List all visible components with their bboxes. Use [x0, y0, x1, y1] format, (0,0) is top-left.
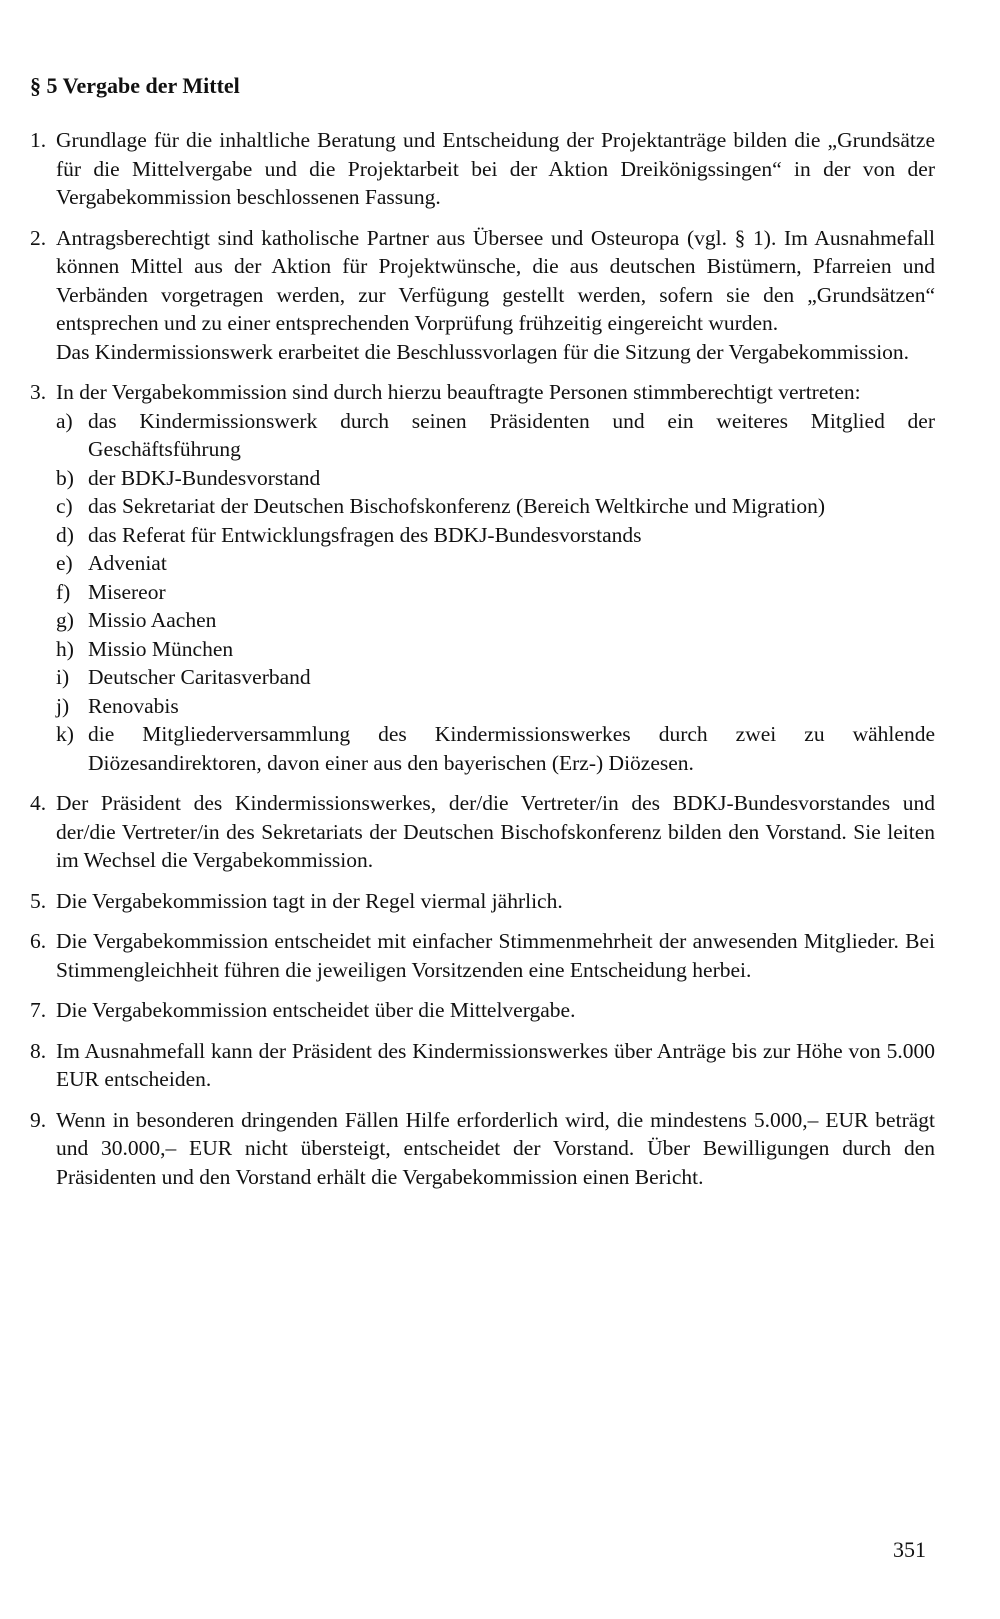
item-number: 3.	[30, 380, 47, 404]
sub-item-letter: b)	[56, 465, 74, 490]
sub-item-text: der BDKJ-Bundesvorstand	[88, 465, 321, 490]
item-paragraph: Antragsberechtigt sind katholische Partner aus Übersee und Osteuropa (vgl. § 1). Im Ausnahmefall können Mittel aus der Aktion für Projektwünsche, die aus deutschen Bistümern, Pfarreien und Verbänden vorgetragen werden, zur Verfügung gestellt werden, sofern sie den „Grundsätzen“ entsprechen und zu einer entsprechenden Vorprüfung frühzeitig eingereicht wurden.	[56, 225, 935, 335]
item-paragraph: Die Vergabekommission entscheidet über die Mittelvergabe.	[56, 998, 576, 1022]
sub-item-text: die Mitgliederversammlung des Kindermissionswerkes durch zwei zu wählende Diözesandirektoren, davon einer aus den bayerischen (Erz-) Diözesen.	[88, 722, 935, 775]
numbered-item-7	[30, 996, 935, 1025]
item-number: 6.	[30, 929, 47, 953]
numbered-item-5	[30, 887, 935, 916]
sub-item-f	[30, 578, 935, 607]
sub-item-g	[30, 606, 935, 635]
item-paragraph: Der Präsident des Kindermissionswerkes, der/die Vertreter/in des BDKJ-Bundesvorstandes und der/die Vertreter/in des Sekretariats der Deutschen Bischofskonferenz bilden den Vorstand. Sie leiten im Wechsel die Vergabekommission.	[56, 791, 935, 872]
page-number: 351	[893, 1537, 926, 1562]
sub-item-h	[30, 635, 935, 664]
sub-item-text: Missio München	[88, 636, 234, 661]
sub-item-text: Deutscher Caritasverband	[88, 665, 311, 689]
numbered-item-3	[30, 378, 935, 407]
item-paragraph: Im Ausnahmefall kann der Präsident des Kindermissionswerkes über Anträge bis zur Höhe von 5.000 EUR entscheiden.	[56, 1038, 935, 1091]
sub-item-letter: e)	[56, 551, 73, 575]
sub-item-letter: i)	[56, 665, 70, 689]
sub-item-letter: a)	[56, 408, 73, 433]
item-paragraph: Grundlage für die inhaltliche Beratung und Entscheidung der Projektanträge bilden die „Grundsätze für die Mittelvergabe und die Projektarbeit bei der Aktion Dreikönigssingen“ in der von der Vergabekommission beschlossenen Fassung.	[56, 128, 935, 209]
numbered-item-6	[30, 927, 935, 984]
sub-item-text: das Referat für Entwicklungsfragen des BDKJ-Bundesvorstands	[88, 522, 642, 547]
item-paragraph: Die Vergabekommission entscheidet mit einfacher Stimmenmehrheit der anwesenden Mitglieder. Bei Stimmengleichheit führen die jeweiligen Vorsitzenden eine Entscheidung herbei.	[56, 929, 935, 982]
item-paragraph: In der Vergabekommission sind durch hierzu beauftragte Personen stimmberechtigt vertreten:	[56, 380, 861, 404]
sub-item-d	[30, 521, 935, 550]
sub-item-b	[30, 464, 935, 493]
numbered-item-9	[30, 1106, 935, 1192]
sub-item-e	[30, 549, 935, 578]
sub-item-letter: k)	[56, 722, 74, 746]
section-heading: § 5 Vergabe der Mittel	[30, 73, 240, 98]
item-paragraph: Die Vergabekommission tagt in der Regel viermal jährlich.	[56, 888, 563, 913]
sub-item-text: das Kindermissionswerk durch seinen Präsidenten und ein weiteres Mitglied der Geschäftsführung	[88, 408, 935, 461]
sub-item-text: Renovabis	[88, 693, 179, 718]
sub-list	[30, 407, 935, 778]
sub-item-a	[30, 407, 935, 464]
item-number: 4.	[30, 791, 47, 815]
sub-item-i	[30, 663, 935, 692]
item-number: 9.	[30, 1107, 47, 1132]
item-number: 7.	[30, 998, 47, 1022]
item-number: 5.	[30, 888, 47, 913]
sub-item-letter: j)	[56, 693, 70, 718]
item-number: 2.	[30, 225, 47, 250]
item-number: 1.	[30, 128, 47, 152]
sub-item-letter: g)	[56, 608, 74, 632]
item-paragraph: Wenn in besonderen dringenden Fällen Hilfe erforderlich wird, die mindestens 5.000,– EUR beträgt und 30.000,– EUR nicht übersteigt, entscheidet der Vorstand. Über Bewilligungen durch den Präsidenten und den Vorstand erhält die Vergabekommission einen Bericht.	[56, 1107, 935, 1189]
sub-item-text: Missio Aachen	[88, 608, 217, 632]
item-paragraph: Das Kindermissionswerk erarbeitet die Beschlussvorlagen für die Sitzung der Vergabekommission.	[56, 339, 910, 364]
document-page	[30, 72, 935, 1203]
sub-item-c	[30, 492, 935, 521]
numbered-item-4	[30, 789, 935, 875]
sub-item-letter: f)	[56, 579, 71, 604]
sub-item-text: Misereor	[88, 579, 166, 604]
numbered-item-1	[30, 126, 935, 212]
sub-item-text: Adveniat	[88, 551, 167, 575]
numbered-item-2	[30, 224, 935, 367]
sub-item-letter: c)	[56, 494, 73, 518]
numbered-item-8	[30, 1037, 935, 1094]
sub-item-text: das Sekretariat der Deutschen Bischofskonferenz (Bereich Weltkirche und Migration)	[88, 494, 825, 518]
sub-item-letter: d)	[56, 522, 74, 547]
item-number: 8.	[30, 1038, 47, 1063]
sub-item-k	[30, 720, 935, 777]
sub-item-letter: h)	[56, 636, 74, 661]
sub-item-j	[30, 692, 935, 721]
